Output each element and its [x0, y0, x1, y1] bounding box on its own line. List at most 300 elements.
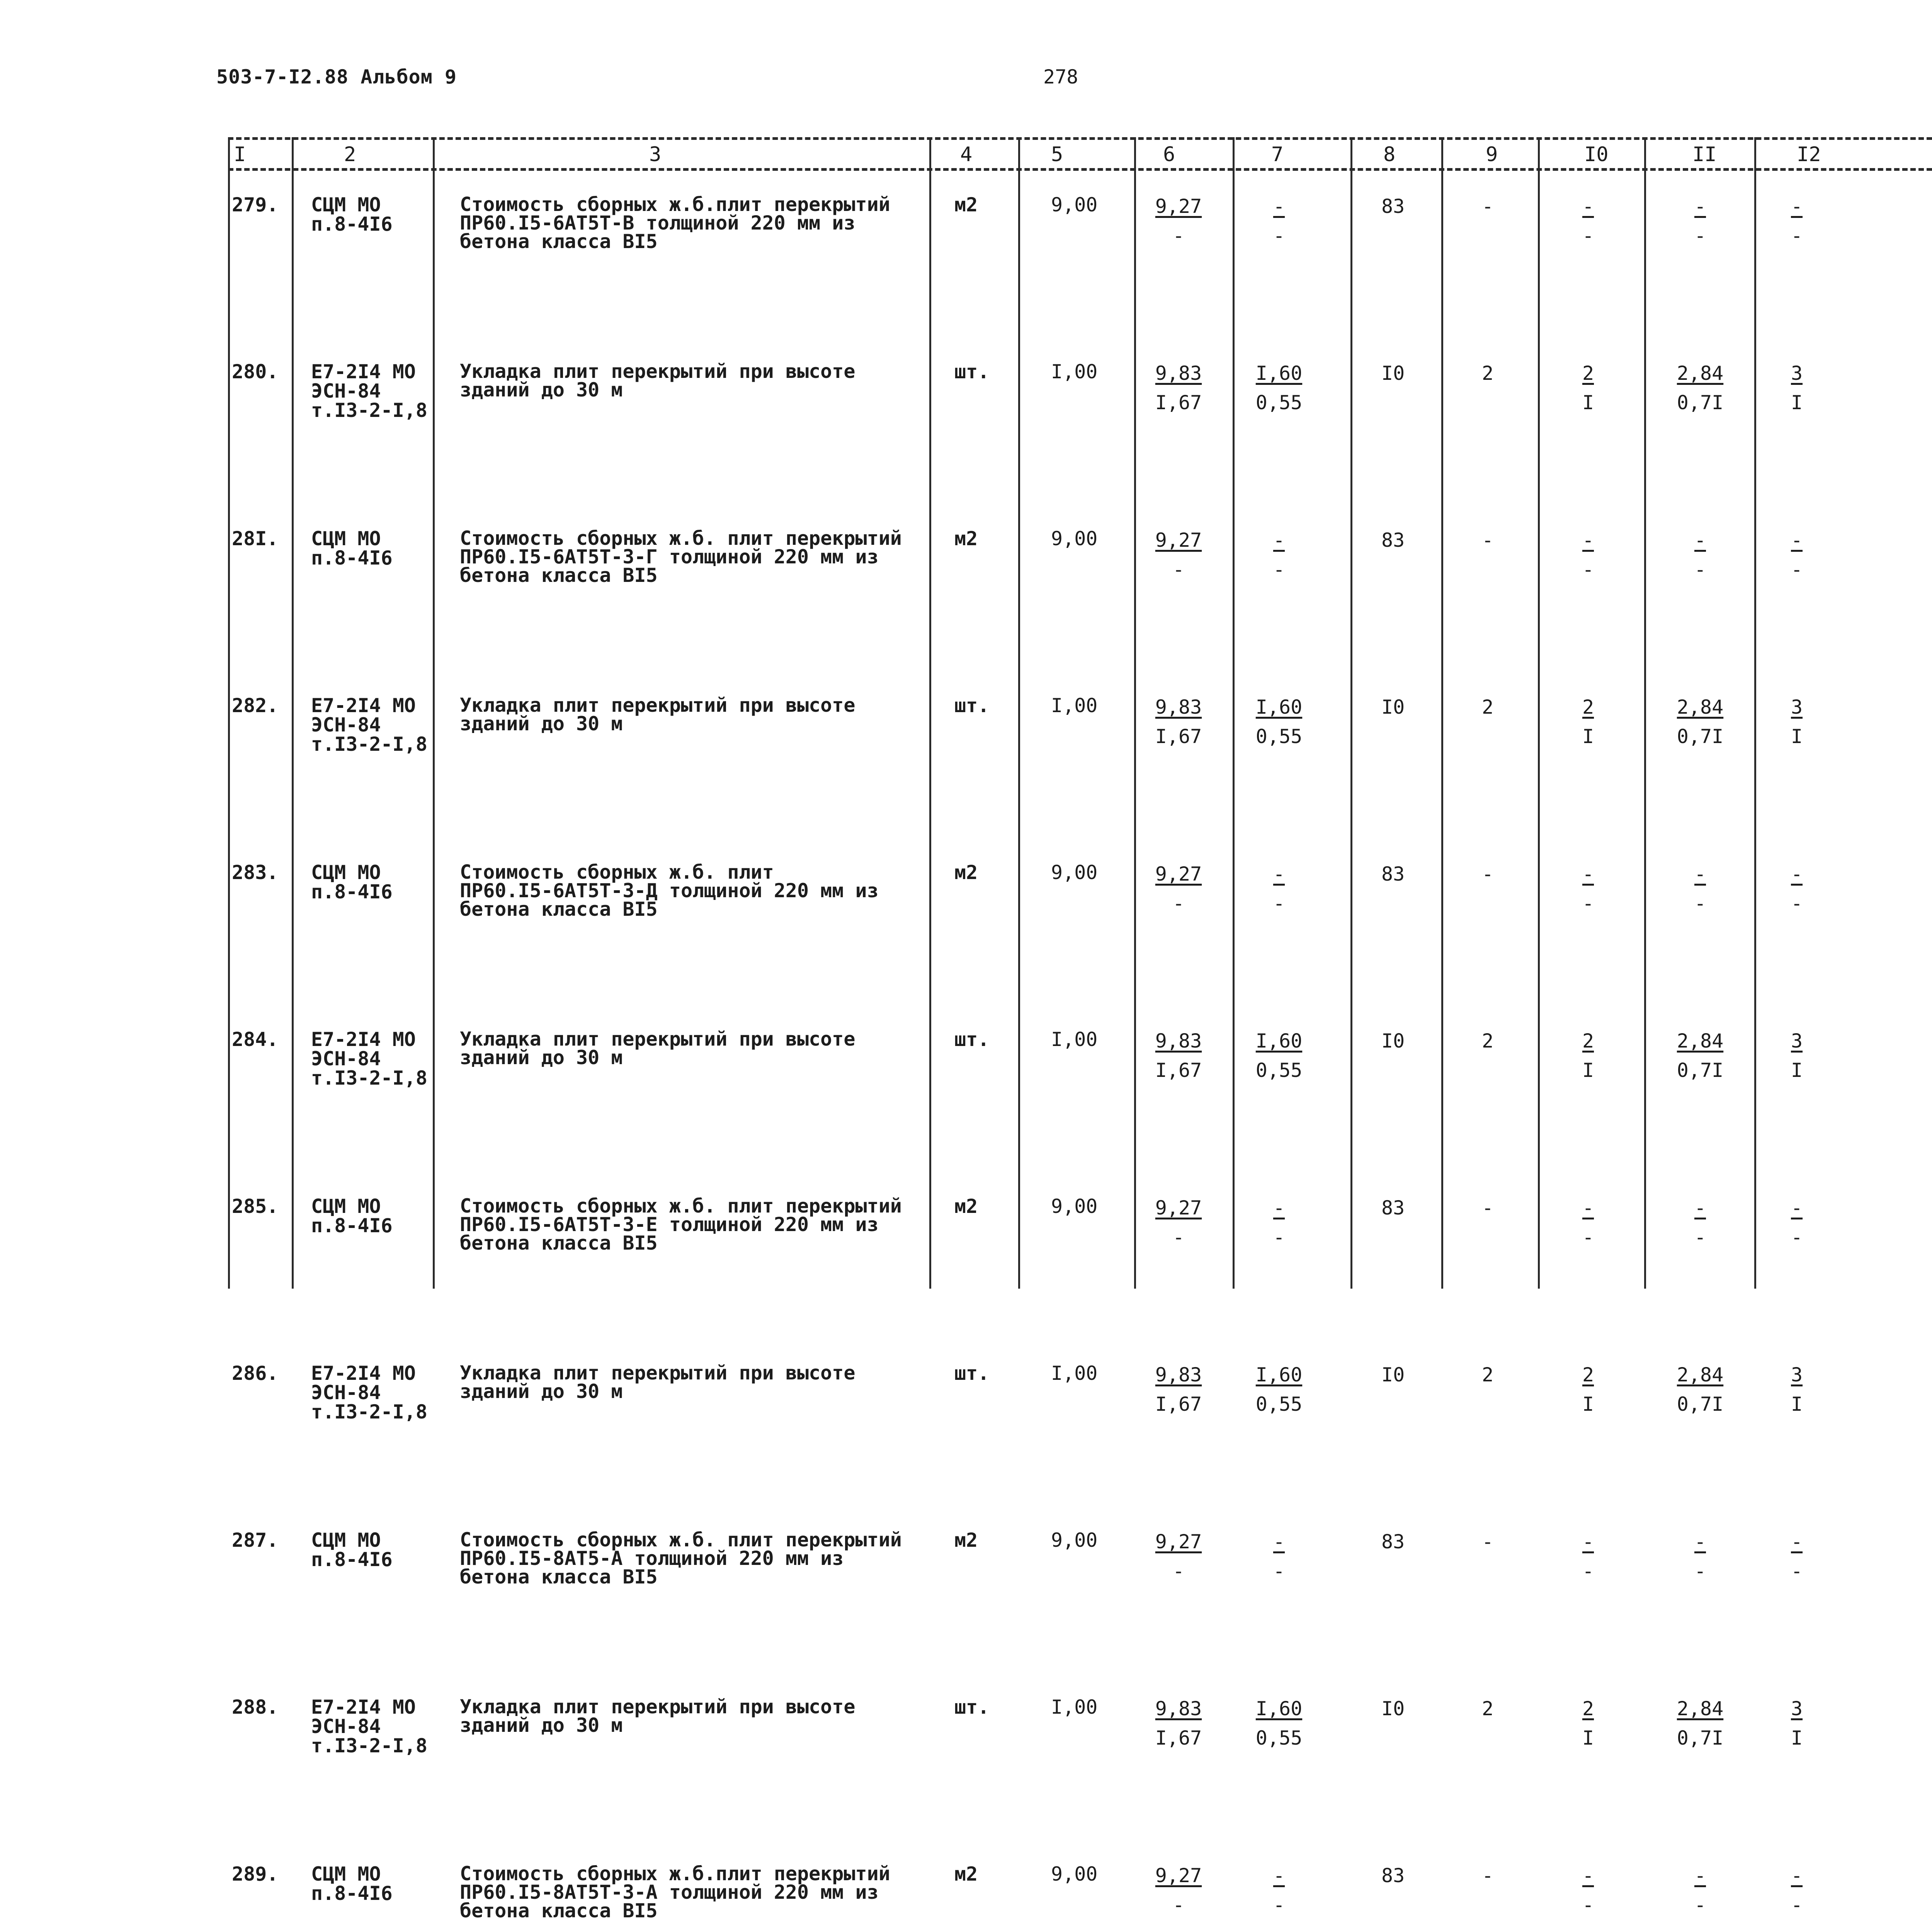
col12-value	[1766, 1531, 1828, 1581]
col7-value-bottom: 0,55	[1255, 1059, 1303, 1082]
rate-code-line: п.8-4I6	[311, 1214, 393, 1237]
col12-value-bottom: I	[1791, 1393, 1803, 1415]
col10-value-bottom: -	[1582, 558, 1594, 581]
col12-value-bottom: I	[1791, 1727, 1803, 1749]
work-description-line: ПР60.I5-8АТ5-А толщиной 220 мм из	[460, 1547, 844, 1570]
work-description-line: зданий до 30 м	[460, 1380, 623, 1403]
col7-value-bottom: 0,55	[1255, 1727, 1303, 1749]
col12-value-bottom: -	[1791, 892, 1803, 915]
col10-value-top: 2	[1582, 1364, 1594, 1386]
work-description	[460, 1030, 855, 1067]
quantity: I,00	[1051, 1362, 1098, 1384]
table-row	[228, 1030, 1928, 1188]
column-header: 4	[960, 143, 973, 166]
rate-code-line: СЦМ МО	[311, 1195, 381, 1218]
table-row	[228, 696, 1928, 854]
col7-value-top: -	[1273, 1531, 1285, 1553]
rate-code	[311, 1030, 427, 1088]
col6-value	[1140, 863, 1217, 913]
col11-value-top: -	[1694, 195, 1706, 218]
row-number: 289.	[232, 1863, 279, 1885]
col8-value: 83	[1381, 1197, 1405, 1219]
col12-value	[1766, 1364, 1828, 1414]
table-row	[228, 529, 1928, 687]
col8-value: I0	[1381, 1697, 1405, 1720]
work-description-line: Укладка плит перекрытий при высоте	[460, 360, 855, 383]
work-description-line: бетона класса BI5	[460, 564, 658, 587]
work-description-line: зданий до 30 м	[460, 1046, 623, 1069]
col10-value	[1549, 1697, 1627, 1748]
rate-code-line: СЦМ МО	[311, 861, 381, 884]
col11-value-top: -	[1694, 1531, 1706, 1553]
col6-value	[1140, 1697, 1217, 1748]
col10-value	[1549, 1030, 1627, 1080]
col7-value-top: I,60	[1255, 1364, 1303, 1386]
rate-code-line: ЭСН-84	[311, 1381, 381, 1404]
unit-of-measure: шт.	[954, 1028, 990, 1051]
col12-value	[1766, 362, 1828, 412]
col11-value-bottom: 0,7I	[1677, 1059, 1724, 1082]
quantity: 9,00	[1051, 527, 1098, 550]
col7-value-top: -	[1273, 1197, 1285, 1219]
col12-value-top: -	[1791, 1197, 1803, 1219]
work-description-line: Укладка плит перекрытий при высоте	[460, 1696, 855, 1718]
quantity: I,00	[1051, 694, 1098, 717]
table-row	[228, 1864, 1928, 1932]
col12-value	[1766, 696, 1828, 746]
col11-value-bottom: -	[1694, 224, 1706, 247]
col7-value	[1240, 863, 1318, 913]
col7-value-bottom: -	[1273, 892, 1285, 915]
rate-code	[311, 1197, 393, 1235]
col11-value-bottom: -	[1694, 1894, 1706, 1916]
col6-value	[1140, 1030, 1217, 1080]
col11-value-top: -	[1694, 529, 1706, 551]
col7-value-top: -	[1273, 195, 1285, 218]
rate-code	[311, 1531, 393, 1569]
rate-code-line: ЭСН-84	[311, 714, 381, 736]
col6-value-top: 9,83	[1155, 1697, 1202, 1720]
column-header: 5	[1051, 143, 1063, 166]
col10-value-top: -	[1582, 1197, 1594, 1219]
work-description-line: ПР60.I5-6АТ5Т-В толщиной 220 мм из	[460, 212, 855, 234]
col9-value: 2	[1482, 1030, 1494, 1052]
col12-value-top: 3	[1791, 696, 1803, 718]
col12-value	[1766, 195, 1828, 245]
col7-value	[1240, 1030, 1318, 1080]
col10-value-top: -	[1582, 529, 1594, 551]
col6-value-bottom: I,67	[1155, 1059, 1202, 1082]
col10-value	[1549, 1197, 1627, 1247]
unit-of-measure: м2	[954, 1195, 978, 1218]
unit-of-measure: шт.	[954, 1696, 990, 1718]
work-description-line: зданий до 30 м	[460, 379, 623, 401]
work-description	[460, 1197, 902, 1252]
col7-value	[1240, 362, 1318, 412]
col11-value-bottom: 0,7I	[1677, 1727, 1724, 1749]
table-row	[228, 362, 1928, 520]
rate-code	[311, 1364, 427, 1422]
col6-value	[1140, 195, 1217, 245]
col6-value-top: 9,27	[1155, 1197, 1202, 1219]
col6-value-bottom: -	[1172, 892, 1185, 915]
col7-value-bottom: 0,55	[1255, 1393, 1303, 1415]
work-description-line: Стоимость сборных ж.б. плит перекрытий	[460, 1195, 902, 1217]
col6-value-top: 9,27	[1155, 195, 1202, 218]
col10-value-top: -	[1582, 1531, 1594, 1553]
work-description-line: бетона класса BI5	[460, 1900, 658, 1922]
rate-code-line: ЭСН-84	[311, 1048, 381, 1070]
col8-value: 83	[1381, 529, 1405, 551]
col7-value-bottom: 0,55	[1255, 725, 1303, 748]
col11-value	[1662, 1531, 1739, 1581]
col10-value-bottom: -	[1582, 224, 1594, 247]
work-description-line: Стоимость сборных ж.б. плит перекрытий	[460, 527, 902, 549]
col12-value	[1766, 1697, 1828, 1748]
rate-code-line: ЭСН-84	[311, 380, 381, 402]
column-header: 3	[649, 143, 662, 166]
col6-value-top: 9,83	[1155, 1364, 1202, 1386]
col8-value: I0	[1381, 1364, 1405, 1386]
col10-value	[1549, 362, 1627, 412]
col12-value-bottom: I	[1791, 391, 1803, 414]
col12-value-bottom: I	[1791, 725, 1803, 748]
row-number: 28I.	[232, 527, 279, 550]
work-description-line: Стоимость сборных ж.б.плит перекрытий	[460, 193, 890, 216]
quantity: I,00	[1051, 1696, 1098, 1718]
rate-code-line: СЦМ МО	[311, 527, 381, 550]
col8-value: I0	[1381, 696, 1405, 718]
col6-value-bottom: -	[1172, 1894, 1185, 1916]
col7-value	[1240, 1864, 1318, 1915]
column-header: 9	[1486, 143, 1498, 166]
column-header: 2	[344, 143, 356, 166]
rate-code	[311, 195, 393, 234]
col10-value-top: 2	[1582, 696, 1594, 718]
col10-value-bottom: I	[1582, 725, 1594, 748]
col7-value-bottom: -	[1273, 1894, 1285, 1916]
table-row	[228, 195, 1928, 354]
page-number: 278	[1043, 66, 1078, 88]
quantity: 9,00	[1051, 1195, 1098, 1218]
unit-of-measure: шт.	[954, 361, 990, 383]
col11-value-bottom: 0,7I	[1677, 391, 1724, 414]
work-description	[460, 1531, 902, 1586]
col9-value: -	[1482, 195, 1494, 218]
table-row	[228, 1697, 1928, 1856]
col12-value-top: -	[1791, 1864, 1803, 1887]
col11-value-top: -	[1694, 1864, 1706, 1887]
col10-value-bottom: I	[1582, 1393, 1594, 1415]
col6-value-top: 9,27	[1155, 1864, 1202, 1887]
col7-value	[1240, 1364, 1318, 1414]
rate-code-line: т.I3-2-I,8	[311, 399, 428, 422]
rate-code	[311, 529, 393, 568]
col7-value-bottom: -	[1273, 224, 1285, 247]
col9-value: -	[1482, 863, 1494, 885]
rate-code-line: п.8-4I6	[311, 1882, 393, 1905]
work-description-line: бетона класса BI5	[460, 1232, 658, 1254]
col11-value-top: -	[1694, 863, 1706, 885]
rate-code-line: т.I3-2-I,8	[311, 733, 428, 755]
table-row	[228, 1197, 1928, 1355]
col6-value	[1140, 1864, 1217, 1915]
column-header: I0	[1584, 143, 1609, 166]
col7-value	[1240, 1531, 1318, 1581]
col10-value-bottom: -	[1582, 892, 1594, 915]
work-description	[460, 1697, 855, 1735]
col7-value-top: -	[1273, 1864, 1285, 1887]
unit-of-measure: м2	[954, 861, 978, 884]
col6-value-bottom: -	[1172, 558, 1185, 581]
col12-value-top: 3	[1791, 362, 1803, 384]
col10-value-top: 2	[1582, 362, 1594, 384]
col9-value: -	[1482, 1864, 1494, 1887]
col6-value-bottom: I,67	[1155, 1727, 1202, 1749]
col12-value	[1766, 863, 1828, 913]
col11-value-bottom: 0,7I	[1677, 1393, 1724, 1415]
col10-value	[1549, 1531, 1627, 1581]
unit-of-measure: м2	[954, 1529, 978, 1551]
work-description	[460, 529, 902, 585]
col12-value	[1766, 1030, 1828, 1080]
rate-code-line: Е7-2I4 МО	[311, 1696, 416, 1718]
col9-value: -	[1482, 1197, 1494, 1219]
col8-value: 83	[1381, 195, 1405, 218]
col11-value-bottom: -	[1694, 558, 1706, 581]
work-description-line: Стоимость сборных ж.б. плит перекрытий	[460, 1529, 902, 1551]
work-description	[460, 195, 890, 251]
work-description-line: Укладка плит перекрытий при высоте	[460, 1028, 855, 1050]
rate-code-line: СЦМ МО	[311, 1529, 381, 1551]
col11-value	[1662, 362, 1739, 412]
rate-code-line: Е7-2I4 МО	[311, 1362, 416, 1384]
col12-value-top: -	[1791, 863, 1803, 885]
col12-value-top: -	[1791, 529, 1803, 551]
col12-value-bottom: -	[1791, 1894, 1803, 1916]
work-description-line: Укладка плит перекрытий при высоте	[460, 694, 855, 716]
col10-value-top: 2	[1582, 1697, 1594, 1720]
work-description-line: Укладка плит перекрытий при высоте	[460, 1362, 855, 1384]
col8-value: I0	[1381, 1030, 1405, 1052]
column-header: 6	[1163, 143, 1175, 166]
column-header: II	[1692, 143, 1717, 166]
work-description	[460, 696, 855, 733]
col10-value-top: -	[1582, 195, 1594, 218]
col6-value-bottom: I,67	[1155, 391, 1202, 414]
col9-value: 2	[1482, 362, 1494, 384]
col9-value: 2	[1482, 1364, 1494, 1386]
quantity: 9,00	[1051, 194, 1098, 216]
col12-value-top: 3	[1791, 1364, 1803, 1386]
row-number: 282.	[232, 694, 279, 717]
col11-value-top: 2,84	[1677, 1697, 1724, 1720]
col7-value	[1240, 195, 1318, 245]
col9-value: -	[1482, 1531, 1494, 1553]
col6-value-bottom: -	[1172, 224, 1185, 247]
col7-value-bottom: -	[1273, 558, 1285, 581]
work-description-line: Стоимость сборных ж.б.плит перекрытий	[460, 1862, 890, 1885]
col10-value-top: 2	[1582, 1030, 1594, 1052]
col11-value-bottom: -	[1694, 1560, 1706, 1582]
work-description	[460, 1864, 890, 1920]
rate-code-line: Е7-2I4 МО	[311, 694, 416, 717]
col11-value	[1662, 1864, 1739, 1915]
col6-value-top: 9,27	[1155, 529, 1202, 551]
col12-value	[1766, 1197, 1828, 1247]
col10-value-bottom: -	[1582, 1560, 1594, 1582]
rate-code	[311, 1697, 427, 1755]
work-description	[460, 1364, 855, 1401]
col6-value-top: 9,83	[1155, 1030, 1202, 1052]
col10-value-top: -	[1582, 863, 1594, 885]
row-number: 279.	[232, 194, 279, 216]
rate-code-line: п.8-4I6	[311, 1548, 393, 1571]
col8-value: I0	[1381, 362, 1405, 384]
col6-value-bottom: I,67	[1155, 725, 1202, 748]
col10-value-bottom: I	[1582, 1059, 1594, 1082]
column-header: 8	[1383, 143, 1396, 166]
column-header: I	[234, 143, 246, 166]
unit-of-measure: шт.	[954, 694, 990, 717]
work-description-line: бетона класса BI5	[460, 230, 658, 253]
col11-value	[1662, 1697, 1739, 1748]
col11-value-top: 2,84	[1677, 1030, 1724, 1052]
col9-value: 2	[1482, 696, 1494, 718]
rate-code	[311, 362, 427, 420]
col11-value	[1662, 1364, 1739, 1414]
rate-code-line: т.I3-2-I,8	[311, 1401, 428, 1423]
rate-code	[311, 1864, 393, 1903]
page-header: 503-7-I2.88 Альбом 9	[216, 66, 457, 88]
row-number: 283.	[232, 861, 279, 884]
rate-code-line: п.8-4I6	[311, 213, 393, 235]
unit-of-measure: м2	[954, 1863, 978, 1885]
col11-value	[1662, 863, 1739, 913]
col10-value-top: -	[1582, 1864, 1594, 1887]
work-description-line: бетона класса BI5	[460, 1566, 658, 1588]
col10-value	[1549, 1364, 1627, 1414]
col10-value	[1549, 696, 1627, 746]
col12-value-bottom: -	[1791, 558, 1803, 581]
column-header: I2	[1797, 143, 1821, 166]
rate-code-line: п.8-4I6	[311, 881, 393, 903]
col7-value-bottom: 0,55	[1255, 391, 1303, 414]
col6-value	[1140, 362, 1217, 412]
col10-value-bottom: -	[1582, 1226, 1594, 1248]
unit-of-measure: м2	[954, 527, 978, 550]
col7-value-bottom: -	[1273, 1226, 1285, 1248]
col10-value	[1549, 529, 1627, 579]
rate-code	[311, 696, 427, 754]
col12-value-top: 3	[1791, 1030, 1803, 1052]
col6-value	[1140, 696, 1217, 746]
row-number: 284.	[232, 1028, 279, 1051]
col8-value: 83	[1381, 1531, 1405, 1553]
col7-value	[1240, 1697, 1318, 1748]
rate-code-line: т.I3-2-I,8	[311, 1735, 428, 1757]
col11-value	[1662, 696, 1739, 746]
col6-value	[1140, 1364, 1217, 1414]
col10-value	[1549, 195, 1627, 245]
col10-value-bottom: -	[1582, 1894, 1594, 1916]
col10-value-bottom: I	[1582, 1727, 1594, 1749]
col11-value-top: 2,84	[1677, 696, 1724, 718]
col7-value	[1240, 1197, 1318, 1247]
col11-value	[1662, 1197, 1739, 1247]
col9-value: -	[1482, 529, 1494, 551]
rate-code-line: Е7-2I4 МО	[311, 1028, 416, 1051]
row-number: 288.	[232, 1696, 279, 1718]
quantity: 9,00	[1051, 1863, 1098, 1885]
col8-value: 83	[1381, 1864, 1405, 1887]
work-description-line: ПР60.I5-6АТ5Т-3-Д толщиной 220 мм из	[460, 879, 879, 902]
col7-value-top: -	[1273, 863, 1285, 885]
rate-code-line: СЦМ МО	[311, 1863, 381, 1885]
col7-value-top: I,60	[1255, 362, 1303, 384]
col11-value	[1662, 1030, 1739, 1080]
col11-value-top: 2,84	[1677, 1364, 1724, 1386]
work-description-line: зданий до 30 м	[460, 1714, 623, 1736]
col11-value-top: -	[1694, 1197, 1706, 1219]
table-top-rule	[228, 137, 1932, 140]
col6-value	[1140, 1531, 1217, 1581]
row-number: 286.	[232, 1362, 279, 1384]
col10-value	[1549, 863, 1627, 913]
table-row	[228, 863, 1928, 1021]
quantity: 9,00	[1051, 1529, 1098, 1551]
col12-value-bottom: -	[1791, 1560, 1803, 1582]
row-number: 287.	[232, 1529, 279, 1551]
col10-value	[1549, 1864, 1627, 1915]
col12-value-top: 3	[1791, 1697, 1803, 1720]
col6-value	[1140, 1197, 1217, 1247]
rate-code-line: т.I3-2-I,8	[311, 1067, 428, 1089]
unit-of-measure: шт.	[954, 1362, 990, 1384]
row-number: 280.	[232, 361, 279, 383]
rate-code-line: ЭСН-84	[311, 1715, 381, 1738]
quantity: I,00	[1051, 1028, 1098, 1051]
rate-code-line: Е7-2I4 МО	[311, 361, 416, 383]
work-description	[460, 362, 855, 399]
col12-value	[1766, 1864, 1828, 1915]
unit-of-measure: м2	[954, 194, 978, 216]
row-number: 285.	[232, 1195, 279, 1218]
col11-value-bottom: -	[1694, 892, 1706, 915]
col8-value: 83	[1381, 863, 1405, 885]
col11-value-bottom: -	[1694, 1226, 1706, 1248]
col11-value	[1662, 529, 1739, 579]
table-row	[228, 1531, 1928, 1689]
col6-value-bottom: I,67	[1155, 1393, 1202, 1415]
col12-value-top: -	[1791, 1531, 1803, 1553]
col7-value-top: I,60	[1255, 696, 1303, 718]
col11-value	[1662, 195, 1739, 245]
table-row	[228, 1364, 1928, 1522]
rate-code-line: СЦМ МО	[311, 194, 381, 216]
col11-value-bottom: 0,7I	[1677, 725, 1724, 748]
work-description	[460, 863, 879, 918]
col6-value-bottom: -	[1172, 1226, 1185, 1248]
header-bottom-rule	[228, 168, 1932, 171]
work-description-line: ПР60.I5-8АТ5Т-3-А толщиной 220 мм из	[460, 1881, 879, 1903]
col6-value	[1140, 529, 1217, 579]
quantity: I,00	[1051, 361, 1098, 383]
col10-value-bottom: I	[1582, 391, 1594, 414]
work-description-line: бетона класса BI5	[460, 898, 658, 920]
col12-value-bottom: I	[1791, 1059, 1803, 1082]
col6-value-bottom: -	[1172, 1560, 1185, 1582]
